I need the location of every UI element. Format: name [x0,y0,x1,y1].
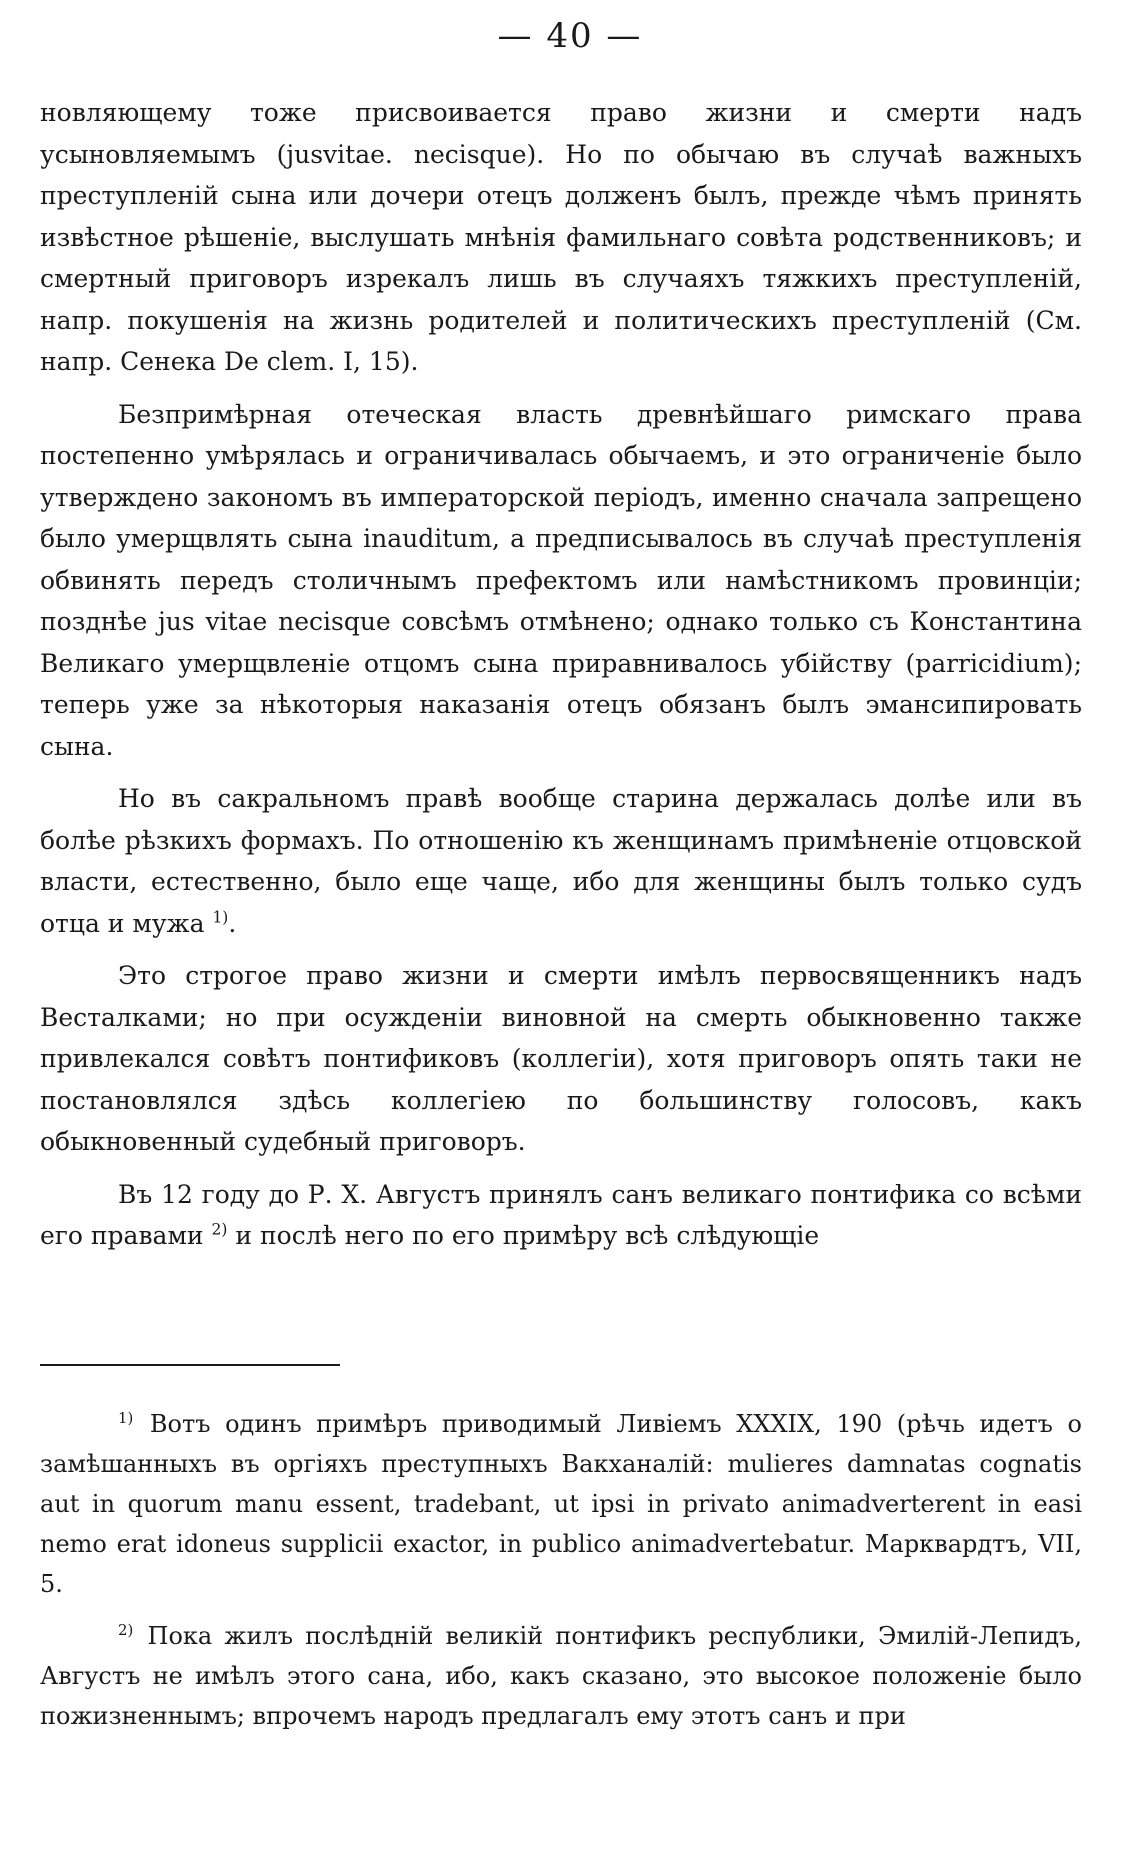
paragraph: Это строгое право жизни и смерти имѣлъ первосвященникъ надъ Весталками; но при осужденіи виновной на смерть обыкновенно также привлекался совѣтъ понтификовъ (коллегіи), хотя приговоръ опять таки не постановлялся здѣсь коллегіею по большинству голосовъ, какъ обыкновенный судебный приговоръ. [40,961,1082,1156]
paragraph [40,1174,1082,1257]
paragraph-text: Въ 12 году до Р. Х. Августъ принялъ санъ великаго понтифика со всѣми его правами [40,1179,1082,1250]
page-number: — 40 — [497,16,643,56]
footnote [40,1404,1082,1604]
paragraph-text: Но въ сакральномъ правѣ вообще старина держалась долѣе или въ болѣе рѣзкихъ формахъ. По отношенію къ женщинамъ примѣненіе отцовской власти, естественно, было еще чаще, ибо для женщины былъ только судъ отца и мужа [40,784,1082,938]
main-text [40,92,1082,1257]
footnote-marker: 1) [118,1409,134,1428]
footnote-marker: 2) [118,1621,134,1640]
footnotes [40,1404,1082,1736]
footnote-divider [40,1364,340,1366]
paragraph: новляющему тоже присвоивается право жизни и смерти надъ усыновляемымъ (jusvitae. necisque). Но по обычаю въ случаѣ важныхъ преступленій сына или дочери отецъ долженъ былъ, прежде чѣмъ принять извѣстное рѣшеніе, выслушать мнѣнія фамильнаго совѣта родственниковъ; и смертный приговоръ изрекалъ лишь въ случаяхъ тяжкихъ преступленій, напр. покушенія на жизнь родителей и политическихъ преступленій (См. напр. Сенека De clem. I, 15). [40,98,1082,376]
paragraph [40,778,1082,944]
paragraph-text-continued: и послѣ него по его примѣру всѣ слѣдующіе [235,1221,820,1250]
paragraph-end: . [228,908,237,938]
footnote-reference: 1) [212,908,229,927]
footnote-text: Пока жилъ послѣдній великій понтификъ республики, Эмилій-Лепидъ, Августъ не имѣлъ этого сана, ибо, какъ сказано, это высокое положеніе было пожизненнымъ; впрочемъ народъ предлагалъ ему этотъ санъ и при [40,1622,1082,1730]
footnote-text: Вотъ одинъ примѣръ приводимый Ливіемъ XXXIX, 190 (рѣчь идетъ о замѣшанныхъ въ оргіяхъ преступныхъ Вакханалій: mulieres damnatas cognatis aut in quorum manu essent, tradebant, ut ipsi in privato animadverterent in easi nemo erat idoneus supplicii exactor, in publico animadvertebatur. Марквардтъ, VII, 5. [40,1410,1082,1598]
footnote [40,1616,1082,1736]
footnote-reference: 2) [211,1220,228,1239]
paragraph: Безпримѣрная отеческая власть древнѣйшаго римскаго права постепенно умѣрялась и ограничивалась обычаемъ, и это ограниченіе было утверждено закономъ въ императорской періодъ, именно сначала запрещено было умерщвлять сына inauditum, а предписывалось въ случаѣ преступленія обвинять передъ столичнымъ префектомъ или намѣстникомъ провинціи; позднѣе jus vitae necisque совсѣмъ отмѣнено; однако только съ Константина Великаго умерщвленіе отцомъ сына приравнивалось убійству (parricidium); теперь уже за нѣкоторыя наказанія отецъ обязанъ былъ эмансипировать сына. [40,399,1082,761]
